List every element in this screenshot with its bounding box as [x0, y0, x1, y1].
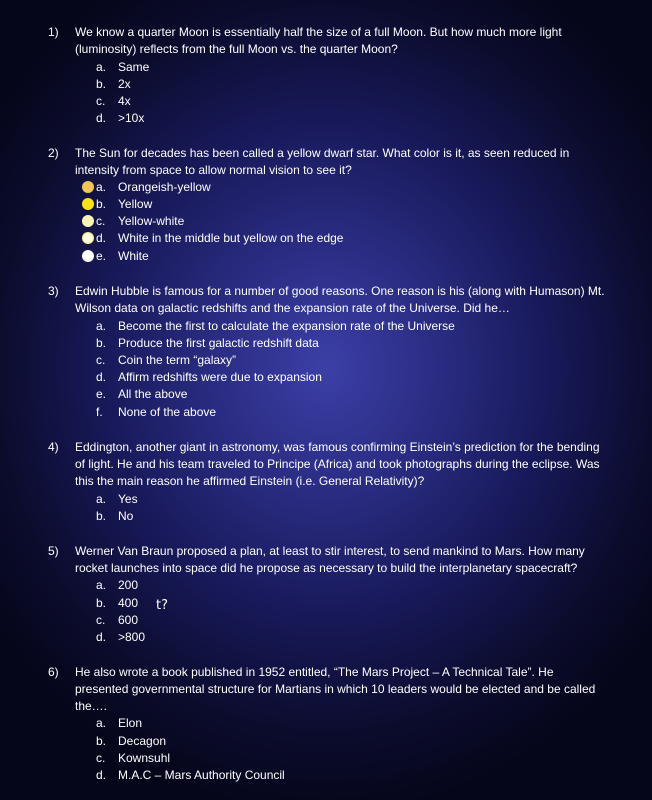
- color-swatch-icon: [82, 215, 94, 227]
- question-text-line: of light. He and his team traveled to Principe (Africa) and took photographs during the eclipse. Was: [75, 457, 600, 471]
- question-number: 2): [48, 146, 59, 160]
- quiz-page: 1) We know a quarter Moon is essentially half the size of a full Moon. But how much more light (luminosity) reflects from the full Moon vs. the quarter Moon? a. Same b. 2x c. 4x d. >10x 2) The Sun for decades has been called a yellow dwarf star. What color is it, as seen reduced in intensity from space to allow normal vision to see it? a. Orangeish-yellow b. Yellow c. Yellow-white d. White in the middle but yellow on the edge e. White 3) Edwin Hubble is famous for a number of good reasons. One reason is his (along with Humason) Mt. Wilson data on galactic redshifts and the expansion rate of the Universe. Did he… a. Become the first to calculate the expansion rate of the Universe b. Produce the first galactic redshift data c. Coin the term “galaxy” d. Affirm redshifts were due to expansion e. All the above f. None of the above 4) Eddington, another giant in astronomy, was famous confirming Einstein’s prediction for the bending of light. He and his team traveled to Principe (Africa) and took photographs during the eclipse. Was this the main reason he affirmed Einstein (i.e. General Relativity)? a. Yes b. No 5) Werner Van Braun proposed a plan, at least to stir interest, to send mankind to Mars. How many rocket launches into space did he propose as necessary to build the interplanetary spacecraft? a. 200 b. 400 c. 600 d. >800 t? 6) He also wrote a book published in 1952 entitled, “The Mars Project – A Technical Tale”. He presented governmental structure for Martians in which 10 leaders would be elected and be called the…. a. Elon b. Decagon c. Kownsuhl d. M.A.C – Mars Authority Council: [0, 0, 652, 800]
- question-text-line: Werner Van Braun proposed a plan, at least to stir interest, to send mankind to Mars. How many: [75, 544, 585, 558]
- color-swatch-icon: [82, 232, 94, 244]
- question-text-line: Edwin Hubble is famous for a number of good reasons. One reason is his (along with Humason) Mt.: [75, 284, 605, 298]
- question-text-line: rocket launches into space did he propose as necessary to build the interplanetary spacecraft?: [75, 561, 578, 575]
- question-text-line: (luminosity) reflects from the full Moon vs. the quarter Moon?: [75, 42, 398, 56]
- question-number: 3): [48, 284, 59, 298]
- question-text-line: Wilson data on galactic redshifts and the expansion rate of the Universe. Did he…: [75, 301, 510, 315]
- question-number: 4): [48, 440, 59, 454]
- handwritten-note: t?: [156, 598, 168, 613]
- color-swatch-icon: [82, 198, 94, 210]
- question-text-line: He also wrote a book published in 1952 entitled, “The Mars Project – A Technical Tale”. He: [75, 665, 554, 679]
- question-text-line: Eddington, another giant in astronomy, was famous confirming Einstein’s prediction for the bending: [75, 440, 600, 454]
- question-text-line: presented governmental structure for Martians in which 10 leaders would be elected and be called: [75, 682, 596, 696]
- question-number: 1): [48, 25, 59, 39]
- question-number: 6): [48, 665, 59, 679]
- question-text-line: this the main reason he affirmed Einstein (i.e. General Relativity)?: [75, 474, 425, 488]
- color-swatch-icon: [82, 181, 94, 193]
- question-text-line: intensity from space to allow normal vision to see it?: [75, 163, 352, 177]
- question-number: 5): [48, 544, 59, 558]
- color-swatch-icon: [82, 250, 94, 262]
- question-text-line: The Sun for decades has been called a yellow dwarf star. What color is it, as seen reduced in: [75, 146, 570, 160]
- question-text-line: the….: [75, 699, 108, 713]
- question-text-line: We know a quarter Moon is essentially half the size of a full Moon. But how much more light: [75, 25, 562, 39]
